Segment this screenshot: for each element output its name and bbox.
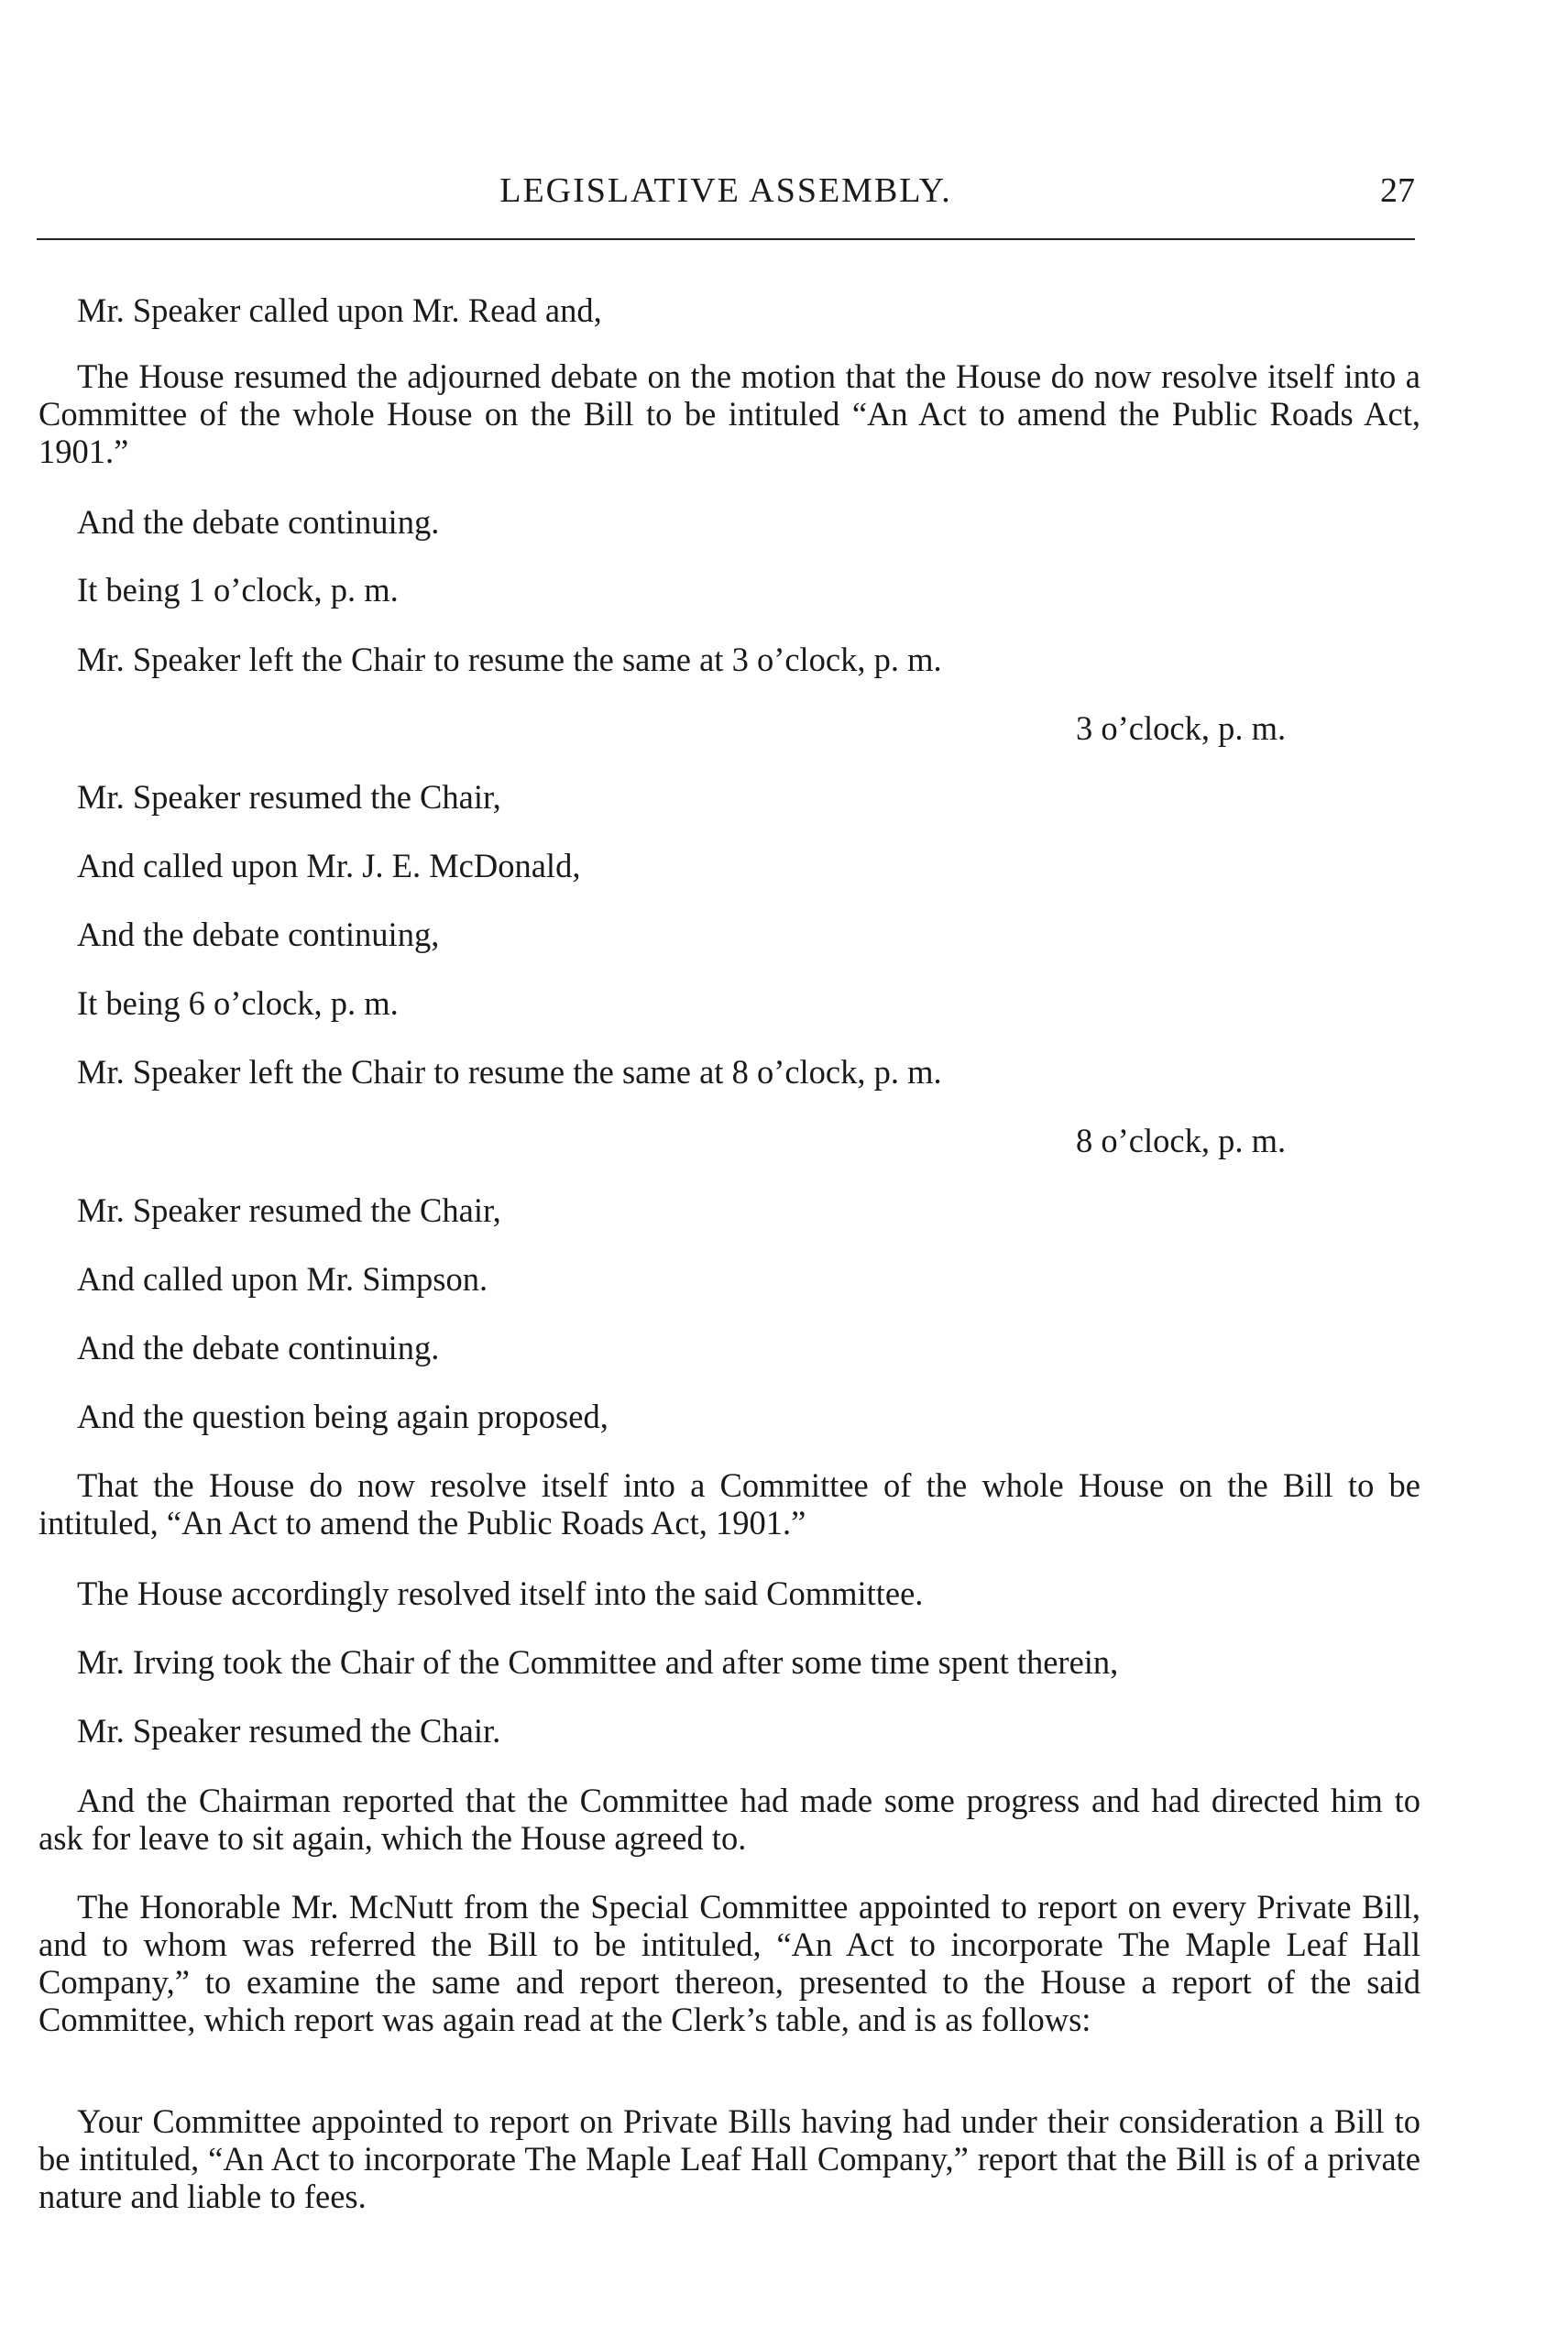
paragraph: The House resumed the adjourned debate on the motion that the House do now resolve itself into a Committee of the whole House on the Bill to be intituled “An Act to amend the Public Roads Act, 1901.” xyxy=(38,357,1420,470)
page-header xyxy=(37,170,1415,225)
paragraph: The House accordingly resolved itself into the said Committee. xyxy=(77,1574,924,1612)
paragraph: And called upon Mr. J. E. McDonald, xyxy=(77,847,581,884)
paragraph: And the debate continuing. xyxy=(77,1329,440,1366)
paragraph: Mr. Speaker left the Chair to resume the same at 8 o’clock, p. m. xyxy=(77,1053,942,1091)
paragraph: Mr. Irving took the Chair of the Committee and after some time spent therein, xyxy=(77,1643,1119,1681)
paragraph: And the debate continuing, xyxy=(77,916,440,953)
paragraph: Your Committee appointed to report on Private Bills having had under their consideration a Bill to be intituled, “An Act to incorporate The Maple Leaf Hall Company,” report that the Bill is of a private nature and liable to fees. xyxy=(38,2102,1420,2215)
paragraph: Mr. Speaker resumed the Chair. xyxy=(77,1712,501,1750)
paragraph: Mr. Speaker resumed the Chair, xyxy=(77,1191,501,1229)
paragraph: And the debate continuing. xyxy=(77,503,440,541)
page-number: 27 xyxy=(1380,171,1415,210)
paragraph: Mr. Speaker resumed the Chair, xyxy=(77,778,501,816)
paragraph: It being 1 o’clock, p. m. xyxy=(77,571,399,609)
paragraph: The Honorable Mr. McNutt from the Special Committee appointed to report on every Private Bill, and to whom was referred the Bill to be intituled, “An Act to incorporate The Maple Leaf Hall Company,” to examine the same and report thereon, presented to the House a report of the said Committee, which report was again read at the Clerk’s table, and is as follows: xyxy=(38,1888,1420,2038)
time-heading: 8 o’clock, p. m. xyxy=(1076,1122,1287,1159)
paragraph: That the House do now resolve itself into a Committee of the whole House on the Bill to be intituled, “An Act to amend the Public Roads Act, 1901.” xyxy=(38,1466,1420,1542)
paragraph: And the Chairman reported that the Committee had made some progress and had directed him to ask for leave to sit again, which the House agreed to. xyxy=(38,1782,1420,1857)
paragraph: And the question being again proposed, xyxy=(77,1398,609,1435)
running-title: LEGISLATIVE ASSEMBLY. xyxy=(499,171,952,210)
paragraph: And called upon Mr. Simpson. xyxy=(77,1260,488,1298)
paragraph: It being 6 o’clock, p. m. xyxy=(77,984,399,1022)
paragraph: Mr. Speaker left the Chair to resume the same at 3 o’clock, p. m. xyxy=(77,641,942,678)
paragraph: Mr. Speaker called upon Mr. Read and, xyxy=(77,291,602,329)
header-rule xyxy=(37,238,1415,240)
time-heading: 3 o’clock, p. m. xyxy=(1076,709,1287,747)
